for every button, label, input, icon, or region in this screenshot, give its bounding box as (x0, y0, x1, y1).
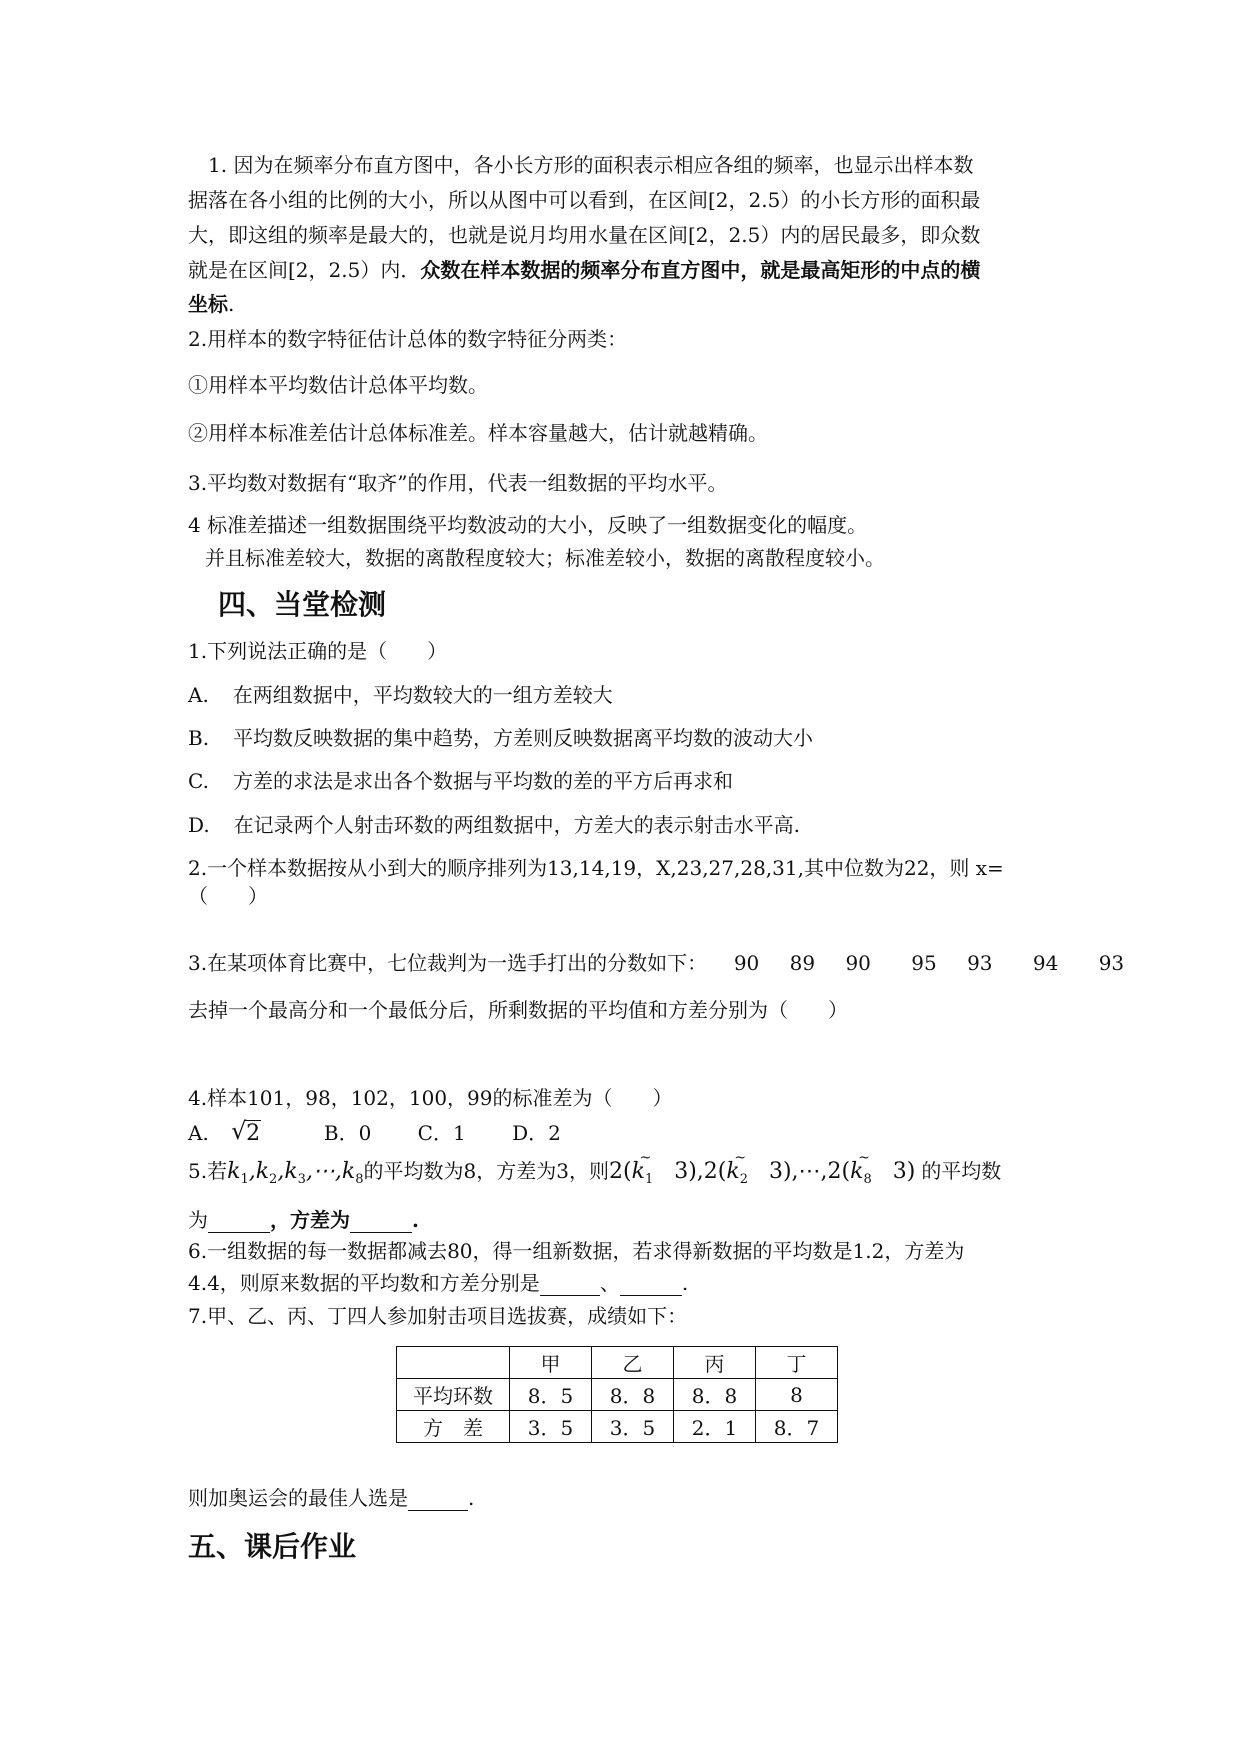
q4-options (188, 1117, 561, 1147)
summary-p2a: ①用样本平均数估计总体平均数。 (188, 373, 488, 397)
q4-option-a-radicand: 2 (246, 1121, 261, 1146)
q5-sequence: $k_1,k_2,k_3,\cdots,k_8$ (227, 1159, 364, 1187)
q1-option-a (188, 682, 613, 708)
q6-line1: 6.一组数据的每一数据都减去80，得一组新数据，若求得新数据的平均数是1.2，方差为 (188, 1239, 965, 1263)
table-cell: 2．1 (674, 1411, 756, 1443)
table-row (397, 1379, 838, 1411)
q5-line1 (188, 1158, 1001, 1193)
summary-p1-line2: 据落在各小组的比例的大小，所以从图中可以看到，在区间[2，2.5）的小长方形的面积最 (188, 188, 981, 212)
q4-option-a-label: A. (188, 1121, 209, 1145)
q6-line2 (188, 1270, 688, 1296)
q1-stem: 1.下列说法正确的是（ ） (188, 639, 448, 663)
q1-option-d (188, 812, 800, 838)
table-cell: 8 (756, 1379, 838, 1411)
q1-option-c-text: 方差的求法是求出各个数据与平均数的差的平方后再求和 (232, 769, 733, 793)
q4-option-a-sqrt: √ 2 (231, 1117, 261, 1146)
summary-p3: 3.平均数对数据有“取齐”的作用，代表一组数据的平均水平。 (188, 471, 728, 495)
table-header-cell: 丁 (756, 1347, 838, 1379)
summary-p2: 2.用样本的数字特征估计总体的数字特征分两类： (188, 327, 628, 351)
q4-option-d: D．2 (512, 1121, 561, 1145)
summary-p1-line4-normal: 就是在区间[2，2.5）内． (188, 258, 421, 282)
q7-answer-prefix: 则加奥运会的最佳人选是 (188, 1486, 408, 1510)
q5-blank-mean[interactable] (208, 1212, 270, 1233)
q3-line1 (188, 950, 1124, 976)
table-header-row (397, 1347, 838, 1379)
q7-blank-answer[interactable] (408, 1490, 468, 1511)
table-cell: 8．8 (674, 1379, 756, 1411)
q1-option-c (188, 768, 733, 794)
q3-score: 95 (911, 951, 937, 975)
q6-line2-c: . (681, 1271, 689, 1295)
q4-option-b: B．0 (323, 1121, 372, 1145)
q6-blank-variance[interactable] (620, 1275, 682, 1296)
table-header-cell: 丙 (674, 1347, 756, 1379)
q7-answer-suffix: . (468, 1486, 475, 1510)
scores-table (396, 1346, 838, 1443)
q1-option-a-text: 在两组数据中，平均数较大的一组方差较大 (232, 683, 613, 707)
q4-stem: 4.样本101，98，102，100，99的标准差为（ ） (188, 1086, 673, 1110)
q7-answer-line (188, 1485, 474, 1511)
q5-line2-b: ，方差为 (270, 1208, 350, 1232)
table-cell: 3．5 (510, 1411, 592, 1443)
q3-score: 90 (733, 951, 760, 975)
summary-p1-line5-end: . (228, 292, 235, 316)
q7-stem: 7.甲、乙、丙、丁四人参加射击项目选拔赛，成绩如下： (188, 1304, 688, 1328)
summary-p1-line4-bold: 众数在样本数据的频率分布直方图中，就是最高矩形的中点的横 (420, 258, 981, 282)
q1-option-c-label: C. (188, 769, 209, 793)
q3-score: 90 (845, 951, 871, 975)
q2-line2: （ ） (188, 884, 268, 908)
summary-p4-line2: 并且标准差较大，数据的离散程度较大；标准差较小，数据的离散程度较小。 (205, 546, 885, 570)
summary-p1-line1: 1. 因为在频率分布直方图中，各小长方形的面积表示相应各组的频率，也显示出样本数 (208, 153, 974, 177)
q5-suffix: 的平均数 (921, 1159, 1002, 1183)
q1-option-d-label: D. (188, 813, 210, 837)
q3-line2: 去掉一个最高分和一个最低分后，所剩数据的平均值和方差分别为（ ） (188, 998, 848, 1022)
q2-line1: 2.一个样本数据按从小到大的顺序排列为13,14,19，X,23,27,28,31,其中位数为22，则 x= (188, 856, 1004, 880)
q5-mid: 的平均数为8，方差为3，则 (363, 1159, 609, 1183)
table-cell: 8．8 (592, 1379, 674, 1411)
section4-heading: 四、当堂检测 (218, 588, 387, 621)
table-cell: 8．5 (510, 1379, 592, 1411)
table-cell: 方 差 (397, 1411, 510, 1443)
q3-score: 94 (1032, 951, 1059, 975)
q5-prefix: 5.若 (188, 1159, 228, 1183)
table-header-cell: 甲 (510, 1347, 592, 1379)
summary-p1-line3: 大，即这组的频率是最大的，也就是说月均用水量在区间[2，2.5）内的居民最多，即众数 (188, 223, 981, 247)
q6-line2-b: 、 (599, 1271, 620, 1295)
table-cell: 平均环数 (397, 1379, 510, 1411)
q5-line2-a: 为 (188, 1208, 208, 1232)
summary-p1-line5 (188, 291, 234, 317)
q3-score: 93 (1098, 951, 1125, 975)
q1-option-b (188, 725, 813, 751)
table-header-cell (397, 1347, 510, 1379)
q5-line2 (188, 1207, 419, 1233)
q3-score: 93 (967, 951, 993, 975)
table-row (397, 1411, 838, 1443)
table-header-cell: 乙 (592, 1347, 674, 1379)
q4-option-c: C．1 (417, 1121, 466, 1145)
q3-score: 89 (789, 951, 816, 975)
summary-p4-line1: 4 标准差描述一组数据围绕平均数波动的大小，反映了一组数据变化的幅度。 (188, 513, 868, 537)
q1-option-b-text: 平均数反映数据的集中趋势，方差则反映数据离平均数的波动大小 (233, 726, 814, 750)
q6-blank-mean[interactable] (540, 1275, 600, 1296)
table-cell: 8．7 (756, 1411, 838, 1443)
summary-p2b: ②用样本标准差估计总体标准差。样本容量越大，估计就越精确。 (188, 421, 768, 445)
q5-blank-variance[interactable] (350, 1212, 412, 1233)
table-cell: 3．5 (592, 1411, 674, 1443)
q1-option-b-label: B. (188, 726, 210, 750)
q5-expression: 2(~ $k_1$ 3),2(~ $k_2$ 3),⋯,2(~ $k_8$ 3) (609, 1159, 915, 1184)
summary-p1-line5-bold: 坐标 (188, 292, 228, 316)
summary-p1-line4 (188, 257, 980, 283)
q6-line2-a: 4.4，则原来数据的平均数和方差分别是 (188, 1271, 540, 1295)
q1-option-d-text: 在记录两个人射击环数的两组数据中，方差大的表示射击水平高. (233, 813, 801, 837)
q3-prefix: 3.在某项体育比赛中，七位裁判为一选手打出的分数如下： (188, 951, 708, 975)
q1-option-a-label: A. (188, 683, 209, 707)
section5-heading: 五、课后作业 (188, 1530, 357, 1563)
q5-line2-c: . (412, 1208, 419, 1232)
